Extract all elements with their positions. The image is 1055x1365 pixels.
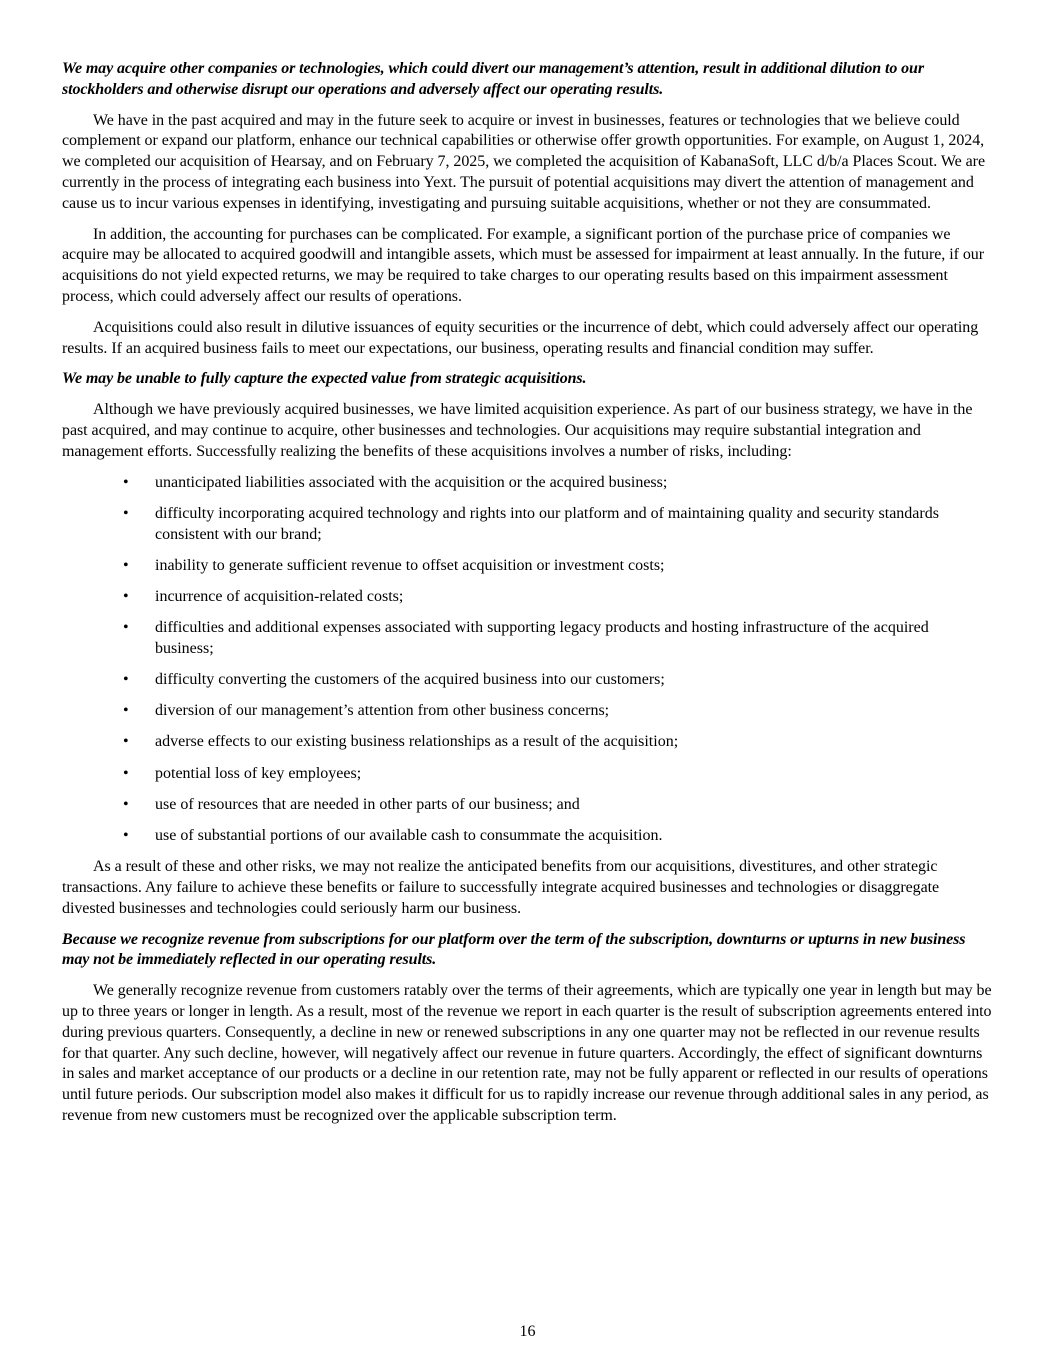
acquisition-risks-list <box>62 473 994 847</box>
list-item-text: adverse effects to our existing business relationships as a result of the acquisition; <box>155 733 679 751</box>
list-item-text: incurrence of acquisition-related costs; <box>155 587 404 605</box>
page-number: 16 <box>519 1323 536 1340</box>
list-item-text: difficulty incorporating acquired technology and rights into our platform and of maintaining quality and security standards consistent with our brand; <box>155 504 939 543</box>
list-item-text: unanticipated liabilities associated with the acquisition or the acquired business; <box>155 473 668 491</box>
list-item <box>62 795 994 816</box>
paragraph-accounting-for-purchases: In addition, the accounting for purchases can be complicated. For example, a significant portion of the purchase price of companies we acquire may be allocated to acquired goodwill and intangible assets, which must be assessed for impairment at least annually. In the future, if our acquisitions do not yield expected returns, we may be required to take charges to our operating results based on this impairment assessment process, which could adversely affect our results of operations. <box>62 225 984 305</box>
list-item <box>62 618 994 660</box>
list-item <box>62 826 994 847</box>
paragraph-ratable-revenue: We generally recognize revenue from customers ratably over the terms of their agreements, which are typically one year in length but may be up to three years or longer in length. As a result, most of the revenue we report in each quarter is the result of subscription agreements entered into during previous quarters. Consequently, a decline in new or renewed subscriptions in any one quarter may not be reflected in our revenue results for that quarter. Any such decline, however, will negatively affect our revenue in future quarters. Accordingly, the effect of significant downturns in sales and market acceptance of our products or a decline in our retention rate, may not be fully apparent or reflected in our results of operations until future periods. Our subscription model also makes it difficult for us to rapidly increase our revenue through additional sales in any period, as revenue from new customers must be recognized over the applicable subscription term. <box>62 982 992 1124</box>
bullet-icon: • <box>123 473 129 491</box>
bullet-icon: • <box>123 504 129 522</box>
list-item-text: diversion of our management’s attention from other business concerns; <box>155 702 610 720</box>
paragraph-limited-acquisition-experience: Although we have previously acquired businesses, we have limited acquisition experience. As part of our business strategy, we have in the past acquired, and may continue to acquire, other businesses and technologies. Our acquisitions may require substantial integration and management efforts. Successfully realizing the benefits of these acquisitions involves a number of risks, including: <box>62 401 973 460</box>
list-item <box>62 504 994 546</box>
list-item-text: use of resources that are needed in other parts of our business; and <box>155 795 580 813</box>
risk-heading-subscription-revenue-recognition: Because we recognize revenue from subscriptions for our platform over the term of the subscription, downturns or upturns in new business may not be immediately reflected in our operating results. <box>62 930 966 969</box>
bullet-icon: • <box>123 795 129 813</box>
list-item-text: difficulty converting the customers of the acquired business into our customers; <box>155 671 665 689</box>
paragraph-anticipated-benefits: As a result of these and other risks, we may not realize the anticipated benefits from our acquisitions, divestitures, and other strategic transactions. Any failure to achieve these benefits or failure to successfully integrate acquired businesses and technologies or disaggregate divested businesses and technologies could seriously harm our business. <box>62 858 940 917</box>
paragraph-past-acquisitions: We have in the past acquired and may in the future seek to acquire or invest in businesses, features or technologies that we believe could complement or expand our platform, enhance our technical capabilities or otherwise offer growth opportunities. For example, on August 1, 2024, we completed our acquisition of Hearsay, and on February 7, 2025, we completed the acquisition of KabanaSoft, LLC d/b/a Places Scout. We are currently in the process of integrating each business into Yext. The pursuit of potential acquisitions may divert the attention of management and cause us to incur various expenses in identifying, investigating and pursuing suitable acquisitions, whether or not they are consummated. <box>62 111 986 212</box>
list-item-text: use of substantial portions of our available cash to consummate the acquisition. <box>155 827 663 845</box>
bullet-icon: • <box>123 619 129 637</box>
risk-heading-strategic-acquisitions-value: We may be unable to fully capture the expected value from strategic acquisitions. <box>62 370 587 388</box>
bullet-icon: • <box>123 764 129 782</box>
list-item <box>62 587 994 608</box>
list-item <box>62 670 994 691</box>
bullet-icon: • <box>123 733 129 751</box>
bullet-icon: • <box>123 671 129 689</box>
bullet-icon: • <box>123 556 129 574</box>
list-item-text: inability to generate sufficient revenue to offset acquisition or investment costs; <box>155 556 665 574</box>
list-item <box>62 764 994 785</box>
list-item <box>62 473 994 494</box>
bullet-icon: • <box>123 827 129 845</box>
bullet-icon: • <box>123 702 129 720</box>
list-item <box>62 732 994 753</box>
list-item <box>62 701 994 722</box>
list-item <box>62 556 994 577</box>
document-page <box>62 59 994 1137</box>
list-item-text: potential loss of key employees; <box>155 764 362 782</box>
paragraph-dilutive-issuances: Acquisitions could also result in dilutive issuances of equity securities or the incurrence of debt, which could adversely affect our operating results. If an acquired business fails to meet our expectations, our business, operating results and financial condition may suffer. <box>62 318 979 357</box>
bullet-icon: • <box>123 587 129 605</box>
list-item-text: difficulties and additional expenses associated with supporting legacy products and hosting infrastructure of the acquired business; <box>155 619 929 657</box>
risk-heading-acquisitions-divert-attention: We may acquire other companies or technologies, which could divert our management’s attention, result in additional dilution to our stockholders and otherwise disrupt our operations and adversely affect our operating results. <box>62 60 924 98</box>
